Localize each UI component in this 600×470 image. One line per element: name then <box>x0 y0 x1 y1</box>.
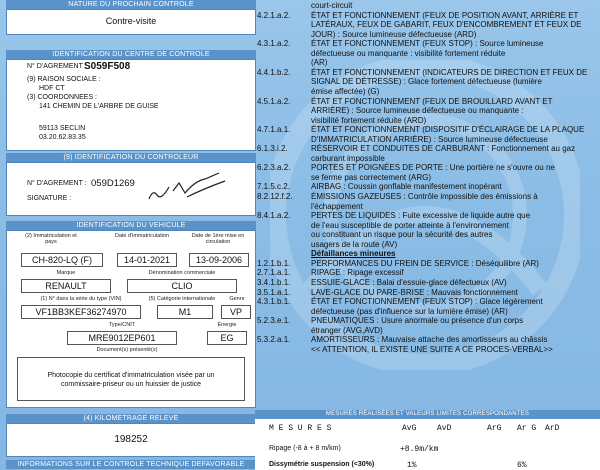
defect-text: étranger (AVG,AVD) <box>311 325 383 335</box>
type-field: MRE9012EP601 <box>67 331 177 345</box>
infos-header: INFORMATIONS SUR LE CONTROLE TECHNIQUE DEFAVORABLE <box>6 460 256 469</box>
defect-text: carburant impossible <box>311 153 385 163</box>
mesures-title: M E S U R E S <box>269 424 332 433</box>
defect-text: PERTES DE LIQUIDES : Fuite excessive de liquide autre que <box>311 211 531 221</box>
defect-text: ÉTAT ET FONCTIONNEMENT (FEUX STOP) : Glace légèrement <box>311 297 543 307</box>
defect-text: ÉTAT ET FONCTIONNEMENT (DISPOSITIF D'ÉCLAIRAGE DE LA PLAQUE <box>311 125 585 135</box>
cat-field: M1 <box>157 305 213 319</box>
defect-text: défectueuse ou manquante : visibilité fortement réduite <box>311 48 506 58</box>
label-cat: (5) Catégorie internationale <box>148 296 216 302</box>
defect-code: 4.7.1.a.1. <box>257 125 291 135</box>
col-ard: ArD <box>545 424 560 433</box>
label-date-immat: Date d'immatriculation <box>114 233 170 239</box>
col-avg: AvG <box>402 424 417 433</box>
defect-text: RÉSERVOIR ET CONDUITES DE CARBURANT : Fonctionnement au gaz <box>311 144 576 154</box>
centre-agrement-value: S059F508 <box>84 61 131 72</box>
defect-text: LATÉRAUX, FEUX DE GABARIT, FEUX D'ENCOMBREMENT ET FEUX DE <box>311 20 582 30</box>
ripage-label: Ripage (-8 à + 8 m/km) <box>269 445 341 452</box>
defect-text: (AR) <box>311 58 328 68</box>
defect-code: 3.5.1.a.1. <box>257 287 291 297</box>
defect-text: << ATTENTION, IL EXISTE UNE SUITE A CE PROCES-VERBAL>> <box>311 344 553 354</box>
mesures-header: MESURES RÉALISÉES ET VALEURS LIMITES CORRESPONDANTES <box>255 410 600 419</box>
defect-text: PORTES ET POIGNÉES DE PORTE : Une portière ne s'ouvre ou ne <box>311 163 555 173</box>
defect-code: 6.2.3.a.2. <box>257 163 291 173</box>
phone: 03.20.62.83.35 <box>39 134 86 141</box>
defect-code: 8.4.1.a.2. <box>257 211 291 221</box>
address-line-1: 141 CHEMIN DE L'ARBRE DE GUISE <box>39 103 159 110</box>
dissymetrie-label: Dissymétrie suspension (<30%) <box>269 461 375 468</box>
defect-text: ÉMISSIONS GAZEUSES : Contrôle impossible des émissions à <box>311 192 538 201</box>
defect-text: visibilité fortement réduite (ARD) <box>311 115 427 125</box>
defect-text: ÉTAT ET FONCTIONNEMENT (INDICATEURS DE DIRECTION ET FEUX DE <box>311 67 588 77</box>
label-docs: Document(s) présenté(s) <box>96 347 158 353</box>
dissymetrie-value-1: 1% <box>407 461 417 470</box>
label-modele: Dénomination commerciale <box>148 270 216 276</box>
centre-header: IDENTIFICATION DU CENTRE DE CONTROLE <box>6 50 256 59</box>
defect-text: ou constituant un risque pour la sécurité des autres <box>311 230 493 240</box>
col-ar-g: Ar G <box>517 424 537 433</box>
signature-label: SIGNATURE : <box>27 195 72 202</box>
defect-text: se ferme pas correctement (ARG) <box>311 172 432 182</box>
defect-code: 4.2.1.a.2. <box>257 10 291 20</box>
defect-code: 6.1.3.i.2. <box>257 144 288 154</box>
defect-text: ESSUIE-GLACE : Balai d'essuie-glace défectueux (AV) <box>311 277 507 287</box>
address-line-2: 59113 SECLIN <box>39 125 86 132</box>
defect-text: court-circuit <box>311 1 353 10</box>
defect-text: ÉTAT ET FONCTIONNEMENT (FEUX DE POSITION AVANT, ARRIÈRE ET <box>311 10 579 20</box>
defect-text: D'IMMATRICULATION ARRIÈRE) : Source lumineuse défectueuse <box>311 134 548 144</box>
energie-field: EG <box>207 331 247 345</box>
mesures-section <box>255 410 600 470</box>
defect-code: 4.5.1.a.2. <box>257 96 291 106</box>
coord-label: (3) COORDONNEES : <box>27 94 98 101</box>
defect-code: 5.2.3.e.1. <box>257 316 291 326</box>
defect-code: 8.2.12.f.2. <box>257 192 293 201</box>
label-vin: (1) N° dans la série du type (VIN) <box>40 296 122 302</box>
vin-field: VF1BB3KEF36274970 <box>21 305 141 319</box>
centre-agrement-label: N° D'AGREMENT : <box>27 63 87 70</box>
label-energie: Énergie <box>217 322 237 328</box>
marque-field: RENAULT <box>21 279 111 293</box>
prochain-value: Contre-visite <box>6 9 256 35</box>
defect-code: 2.7.1.a.1. <box>257 268 291 278</box>
defect-text: RIPAGE : Ripage excessif <box>311 268 404 278</box>
defect-code: 4.4.1.b.2. <box>257 67 291 77</box>
km-header: (4) KILOMETRAGE RELEVE <box>6 414 256 423</box>
defect-code: 4.3.1.a.2. <box>257 39 291 49</box>
date-immat-field: 14-01-2021 <box>117 253 177 267</box>
prochain-header: NATURE DU PROCHAIN CONTROLE <box>6 0 256 9</box>
defect-text: Défaillances mineures <box>311 249 396 259</box>
defect-text: ÉTAT ET FONCTIONNEMENT (FEUX STOP) : Source lumineuse <box>311 39 544 49</box>
label-immat: (2) Immatriculation et pays <box>25 233 77 245</box>
immat-field: CH-820-LQ (F) <box>21 253 103 267</box>
label-genre: Genre <box>229 296 245 302</box>
defect-text: ÉTAT ET FONCTIONNEMENT (FEUX DE BROUILLARD AVANT ET <box>311 96 553 106</box>
defect-text: usagers de la route (AV) <box>311 239 398 249</box>
genre-field: VP <box>221 305 251 319</box>
ripage-value: +8.9m/km <box>400 445 439 454</box>
label-date-circ: Date de 1ère mise en circulation <box>191 233 245 245</box>
raison-value: HDF CT <box>39 85 65 92</box>
vehicule-header: IDENTIFICATION DU VEHICULE <box>6 221 256 230</box>
docs-field: Photocopie du certificat d'immatriculation visée par un commissaire-priseur ou un huissier de justice <box>17 357 245 401</box>
defect-text: l'échappement <box>311 201 363 211</box>
defect-code: 3.4.1.b.1. <box>257 277 291 287</box>
defect-text: AIRBAG : Coussin gonflable manifestement inopérant <box>311 182 502 192</box>
defect-text: JOUR) : Source lumineuse défectueuse (ARD) <box>311 29 477 39</box>
dissymetrie-value-2: 6% <box>517 461 527 470</box>
defect-code: 4.3.1.b.1. <box>257 297 291 307</box>
defect-code: 5.3.2.a.1. <box>257 335 291 345</box>
defect-code: 1.2.1.b.1. <box>257 258 291 268</box>
defect-text: de l'eau susceptible de porter atteinte à l'environnement <box>311 220 509 230</box>
label-type: Type/CNIT <box>108 322 136 328</box>
col-arg: ArG <box>487 424 502 433</box>
km-value: 198252 <box>6 423 256 457</box>
label-marque: Marque <box>56 270 76 276</box>
col-avd: AvD <box>437 424 452 433</box>
defect-text: ARRIÈRE) : Source lumineuse défectueuse ou manquante : <box>311 106 524 116</box>
defect-text: AMORTISSEURS : Mauvaise attache des amortisseurs au châssis <box>311 335 548 345</box>
defect-text: PNEUMATIQUES : Usure anormale ou présence d'un corps <box>311 316 524 326</box>
defect-text: LAVE-GLACE DU PARE-BRISE : Mauvais fonctionnement <box>311 287 518 297</box>
signature-image <box>147 169 229 205</box>
controleur-agrement-label: N° D'AGREMENT : <box>27 180 87 187</box>
raison-label: (9) RAISON SOCIALE : <box>27 76 101 83</box>
defect-text: défectueuse (pas d'influence sur la lumière émise) (AR) <box>311 306 508 316</box>
defect-text: émise affectée) (G) <box>311 86 380 96</box>
date-circ-field: 13-09-2006 <box>189 253 249 267</box>
controleur-agrement-value: 059D1269 <box>91 178 135 189</box>
defect-text: SIGNAL DE DÉTRESSE) : Glace fortement défectueuse (lumière <box>311 77 542 87</box>
modele-field: CLIO <box>127 279 237 293</box>
defect-code: 7.1.5.c.2. <box>257 182 290 192</box>
controleur-header: (9) IDENTIFICATION DU CONTROLEUR <box>6 153 256 162</box>
defects-list <box>255 0 600 410</box>
defect-text: PERFORMANCES DU FREIN DE SERVICE : Déséquilibre (AR) <box>311 258 539 268</box>
